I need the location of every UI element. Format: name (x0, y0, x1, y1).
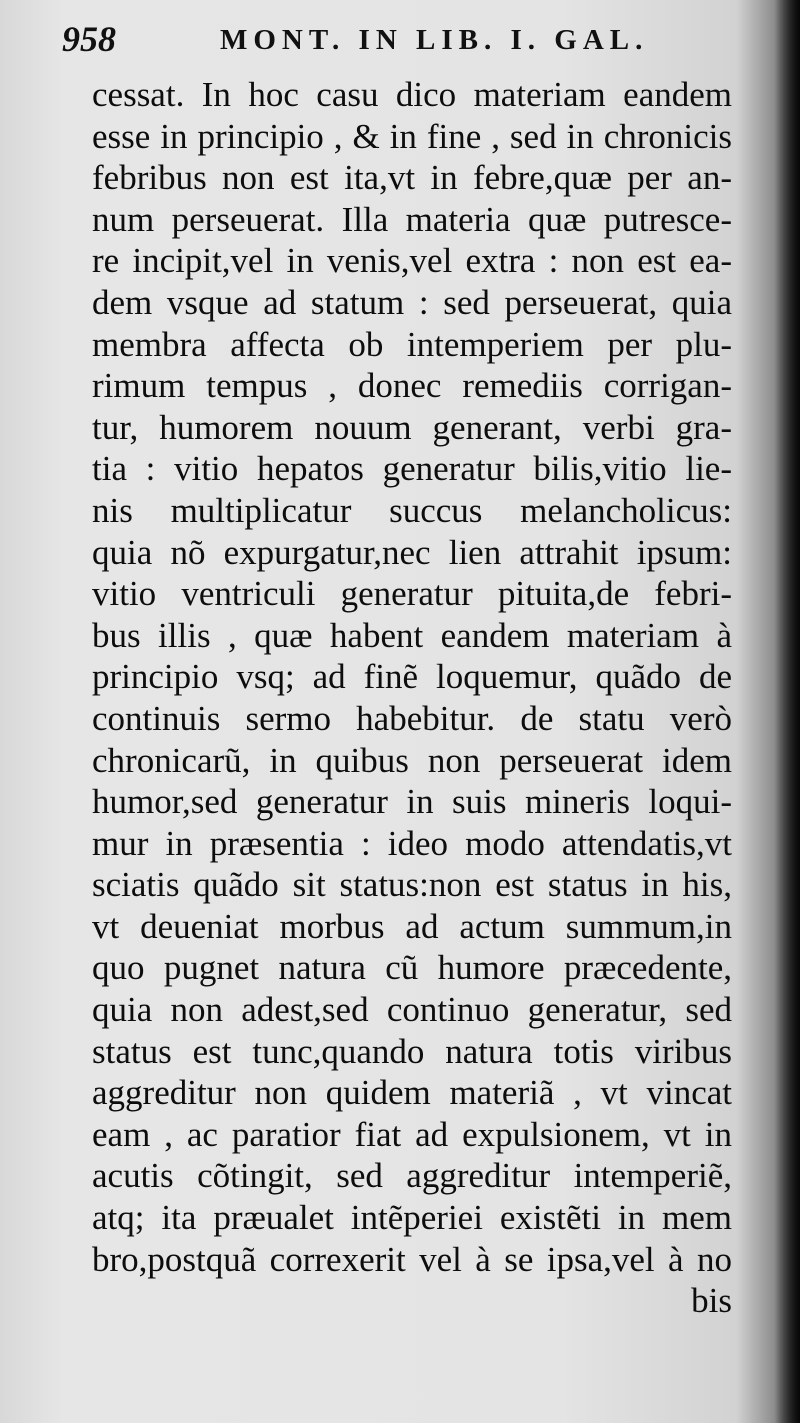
text-line: cessat. In hoc casu dico materiam eandem (92, 75, 732, 114)
text-line: continuis sermo habebitur. de statu verò (92, 698, 732, 738)
text-line: aggreditur non quidem materiã , vt vincat (92, 1073, 732, 1113)
text-line-catchword: bis (691, 1281, 732, 1321)
text-line: vt deueniat morbus ad actum summum,in (92, 906, 732, 946)
text-line: acutis cõtingit, sed aggreditur intemperiẽ, (92, 1156, 732, 1196)
text-line: membra affecta ob intemperiem per plu- (92, 324, 732, 364)
text-line: num perseuerat. Illa materia quæ putresce- (92, 199, 732, 239)
text-line: quia non adest,sed continuo generatur, sed (92, 990, 732, 1030)
text-line: eam , ac paratior fiat ad expulsionem, vt in (92, 1114, 732, 1154)
text-line: rimum tempus , donec remediis corrigan- (92, 366, 732, 406)
text-line: esse in principio , & in fine , sed in chronicis (92, 116, 732, 156)
text-line: quo pugnet natura cũ humore præcedente, (92, 948, 732, 988)
text-line: re incipit,vel in venis,vel extra : non est ea- (92, 241, 732, 281)
text-line: bro,postquã correxerit vel à se ipsa,vel à no (92, 1239, 732, 1279)
text-line: chronicarũ, in quibus non perseuerat idem (92, 740, 732, 780)
text-line: bus illis , quæ habent eandem materiam à (92, 615, 732, 655)
text-line: sciatis quãdo sit status:non est status in his, (92, 865, 732, 905)
running-head: MONT. IN LIB. I. GAL. (220, 24, 649, 56)
text-line: tur, humorem nouum generant, verbi gra- (92, 407, 732, 447)
text-line: tia : vitio hepatos generatur bilis,vitio lie- (92, 449, 732, 489)
text-line: atq; ita præualet intẽperiei existẽti in mem (92, 1198, 732, 1238)
text-line: status est tunc,quando natura totis viribus (92, 1031, 732, 1071)
text-line: quia nõ expurgatur,nec lien attrahit ipsum: (92, 532, 732, 572)
text-line: mur in præsentia : ideo modo attendatis,vt (92, 823, 732, 863)
text-line: humor,sed generatur in suis mineris loqui- (92, 782, 732, 822)
text-line: nis multiplicatur succus melancholicus: (92, 490, 732, 530)
text-line: febribus non est ita,vt in febre,quæ per an- (92, 158, 732, 198)
page-edge-shadow (774, 0, 800, 1423)
text-line: vitio ventriculi generatur pituita,de febri- (92, 574, 732, 614)
page-header (62, 18, 742, 66)
text-line: principio vsq; ad finẽ loquemur, quãdo de (92, 657, 732, 697)
page-number: 958 (62, 19, 116, 59)
text-line: dem vsque ad statum : sed perseuerat, quia (92, 282, 732, 322)
body-text (92, 74, 732, 1322)
